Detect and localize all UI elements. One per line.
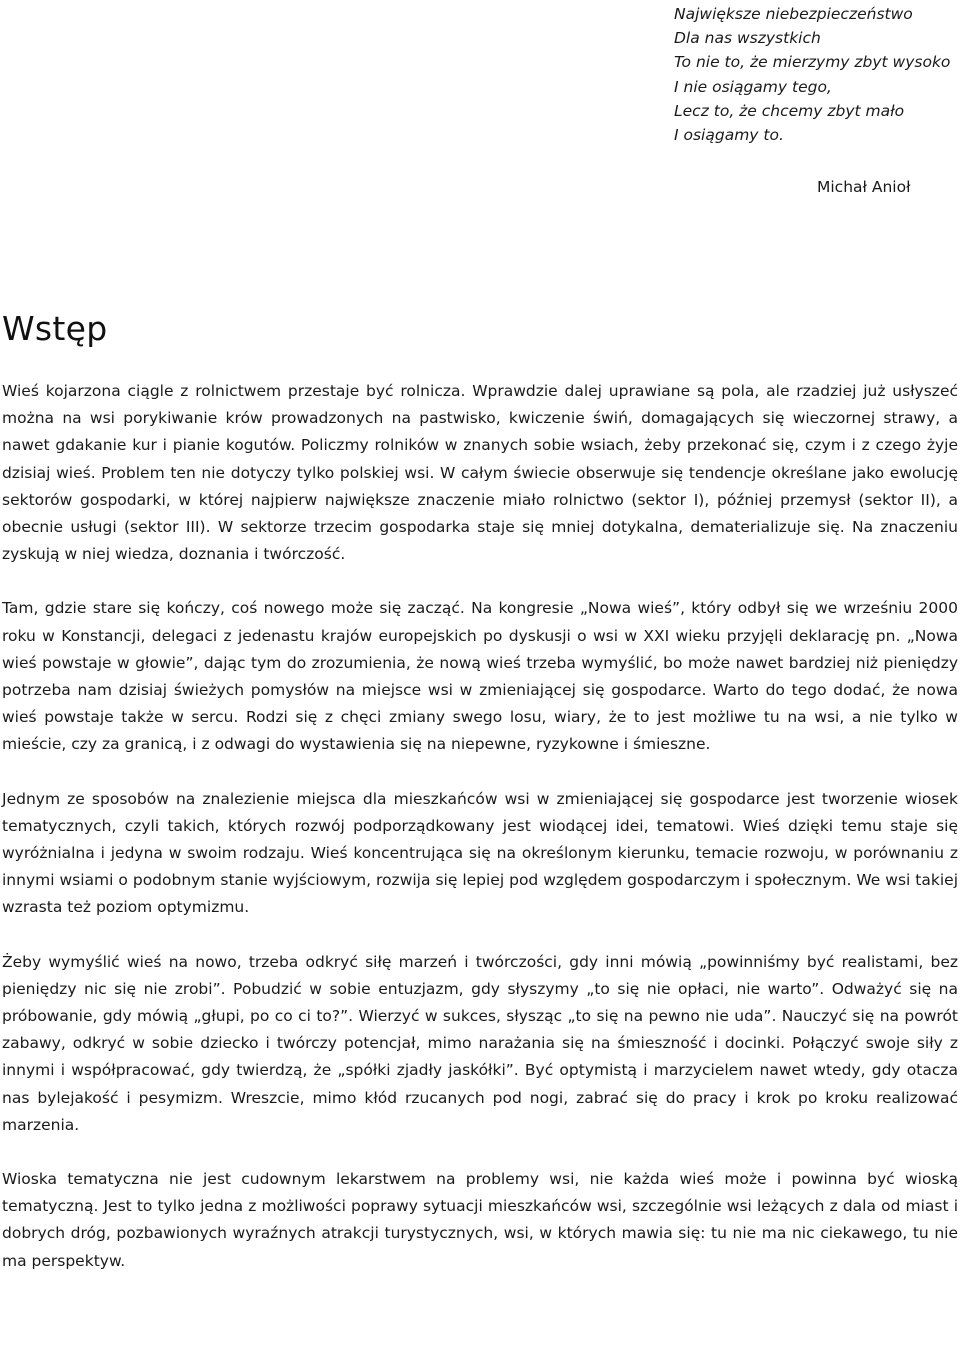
epigraph-line: Największe niebezpieczeństwo [674,5,913,23]
paragraph: Tam, gdzie stare się kończy, coś nowego może się zacząć. Na kongresie „Nowa wieś”, który odbył się we wrześniu 2000 roku w Konstancji, delegaci z jedenastu krajów europejskich po dyskusji o wsi w XXI wieku przyjęli deklarację pn. „Nowa wieś powstaje w głowie”, dając tym do zrozumienia, że nową wieś trzeba wymyślić, bo może nawet bardziej niż pieniędzy potrzeba nam dzisiaj świeżych pomysłów na miejsce wsi w zmieniającej się gospodarce. Warto do tego dodać, że nowa wieś powstaje także w sercu. Rodzi się z chęci zmiany swego losu, wiary, że to jest możliwe tu na wsi, a nie tylko w mieście, czy za granicą, i z odwagi do wystawienia się na niepewne, ryzykowne i śmieszne. [2,599,958,754]
paragraph: Jednym ze sposobów na znalezienie miejsca dla mieszkańców wsi w zmieniającej się gospodarce jest tworzenie wiosek tematycznych, czyli takich, których rozwój podporządkowany jest wiodącej idei, tematowi. Wieś dzięki temu staje się wyróżnialna i jedyna w swoim rodzaju. Wieś koncentrująca się na określonym kierunku, temacie rozwoju, w porównaniu z innymi wsiami o podobnym stanie wyjściowym, rozwija się lepiej pod względem gospodarczym i społecznym. We wsi takiej wzrasta też poziom optymizmu. [2,789,958,917]
epigraph-line: Dla nas wszystkich [674,29,821,48]
section-heading: Wstęp [2,309,108,348]
epigraph-line: I osiągamy to. [674,126,784,145]
epigraph-line: To nie to, że mierzymy zbyt wysoko [674,53,951,72]
paragraph: Wieś kojarzona ciągle z rolnictwem przestaje być rolnicza. Wprawdzie dalej uprawiane są pola, ale rzadziej już usłyszeć można na wsi porykiwanie krów prowadzonych na pastwisko, kwiczenie świń, domagających się wieczornej strawy, a nawet gdakanie kur i pianie kogutów. Policzmy rolników w znanych sobie wsiach, żeby przekonać się, czym i z czego żyje dzisiaj wieś. Problem ten nie dotyczy tylko polskiej wsi. W całym świecie obserwuje się tendencje określane jako ewolucję sektorów gospodarki, w której najpierw największe znaczenie miało rolnictwo (sektor I), później przemysł (sektor II), a obecnie usługi (sektor III). W sektorze trzecim gospodarka staje się mniej dotykalna, dematerializuje się. Na znaczeniu zyskują w niej wiedza, doznania i twórczość. [2,382,958,564]
epigraph-line: Lecz to, że chcemy zbyt mało [674,101,905,120]
epigraph-line: I nie osiągamy tego, [674,77,832,96]
epigraph-author: Michał Anioł [817,178,911,196]
body-text [2,378,958,1275]
paragraph: Żeby wymyślić wieś na nowo, trzeba odkryć siłę marzeń i twórczości, gdy inni mówią „powinniśmy być realistami, bez pieniędzy nic się nie zrobi”. Pobudzić w sobie entuzjazm, gdy słyszymy „to się nie opłaci, nie warto”. Odważyć się na próbowanie, gdy mówią „głupi, po co ci to?”. Wierzyć w sukces, słysząc „to się na pewno nie uda”. Nauczyć się na powrót zabawy, odkryć w sobie dziecko i twórczy potencjał, mimo narażania się na śmieszność i docinki. Połączyć swoje siły z innymi i współpracować, gdy twierdzą, że „spółki zjadły jaskółki”. Być optymistą i marzycielem nawet wtedy, gdy otacza nas bylejakość i pesymizm. Wreszcie, mimo kłód rzucanych pod nogi, zabrać się do pracy i krok po kroku realizować marzenia. [2,952,958,1134]
epigraph [674,2,956,147]
paragraph: Wioska tematyczna nie jest cudownym lekarstwem na problemy wsi, nie każda wieś może i powinna być wioską tematyczną. Jest to tylko jedna z możliwości poprawy sytuacji mieszkańców wsi, szczególnie wsi leżących z dala od miast i dobrych dróg, pozbawionych wyraźnych atrakcji turystycznych, wsi, w których mawia się: tu nie ma nic ciekawego, tu nie ma perspektyw. [2,1170,958,1270]
